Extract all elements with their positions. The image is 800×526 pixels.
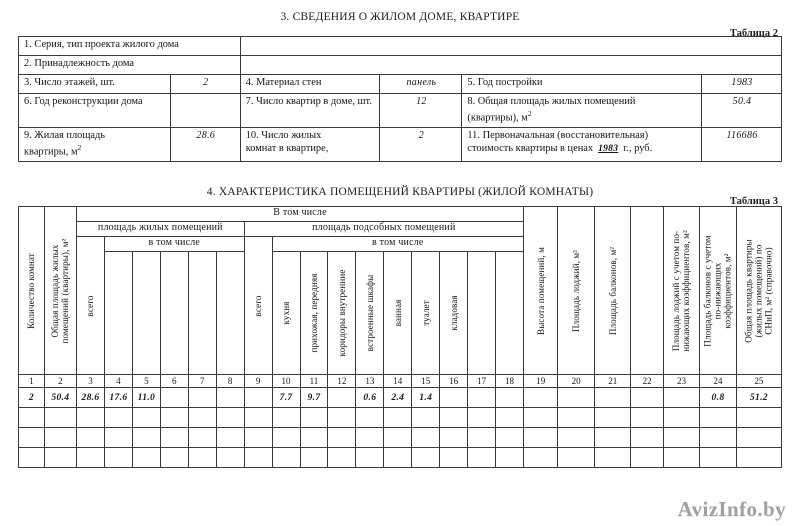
total-area-line2: (квартиры), $м^2$ bbox=[467, 108, 532, 124]
data-cell[interactable] bbox=[558, 388, 595, 408]
table-row bbox=[19, 56, 782, 75]
header-label-builtin-wardrobes: встроенные шкафы bbox=[364, 274, 375, 352]
column-number: 21 bbox=[594, 375, 631, 388]
data-cell[interactable]: 51.2 bbox=[736, 388, 781, 408]
column-number: 17 bbox=[468, 375, 496, 388]
row-label-series: 1. Серия, тип проекта жилого дома bbox=[19, 37, 241, 56]
rooms-count-line2: комнат в квартире, bbox=[245, 142, 329, 154]
row-label-rooms-count bbox=[240, 127, 380, 161]
header-label-pantry: кладовая bbox=[448, 295, 459, 331]
column-number: 2 bbox=[44, 375, 76, 388]
header-col-4 bbox=[104, 252, 132, 375]
header-col-5 bbox=[132, 252, 160, 375]
column-number: 13 bbox=[356, 375, 384, 388]
header-label-snip-total-area: Общая площадь квартиры (жилых помещений) по СНиП, м² (справочно) bbox=[743, 238, 774, 343]
table-row bbox=[19, 388, 782, 408]
column-number: 25 bbox=[736, 375, 781, 388]
column-number: 20 bbox=[558, 375, 595, 388]
data-cell-empty[interactable] bbox=[558, 408, 595, 428]
data-cell-empty[interactable] bbox=[440, 408, 468, 428]
row-label-initial-cost bbox=[462, 127, 702, 161]
data-cell[interactable]: 1.4 bbox=[412, 388, 440, 408]
data-cell-empty[interactable] bbox=[631, 428, 663, 448]
data-cell-empty[interactable] bbox=[188, 408, 216, 428]
group-header-utility-area: площадь подсобных помещений bbox=[244, 222, 523, 237]
data-cell[interactable]: 17.6 bbox=[104, 388, 132, 408]
data-cell[interactable] bbox=[468, 388, 496, 408]
data-cell-empty[interactable] bbox=[412, 428, 440, 448]
data-cell-empty[interactable] bbox=[132, 428, 160, 448]
data-cell[interactable] bbox=[524, 388, 558, 408]
header-col-24 bbox=[700, 207, 737, 375]
data-cell-empty[interactable] bbox=[328, 428, 356, 448]
table3-group-row-1 bbox=[19, 207, 782, 222]
data-cell-empty[interactable] bbox=[328, 408, 356, 428]
row-value-floors[interactable]: 2 bbox=[170, 75, 240, 94]
header-col-8 bbox=[216, 252, 244, 375]
data-cell-empty[interactable] bbox=[440, 448, 468, 468]
data-cell-empty[interactable] bbox=[440, 428, 468, 448]
header-label-toilet: туалет bbox=[420, 300, 431, 326]
data-cell-empty[interactable] bbox=[700, 448, 737, 468]
header-label-corridors: коридоры внутренние bbox=[336, 269, 347, 357]
data-cell-empty[interactable] bbox=[19, 428, 45, 448]
header-col-18 bbox=[496, 252, 524, 375]
data-cell[interactable]: 11.0 bbox=[132, 388, 160, 408]
header-label-bathroom: ванная bbox=[392, 299, 403, 327]
header-label-total-area: Общая площадь жилых помещений (квартиры), м² bbox=[50, 238, 71, 343]
row-label-reconstruction-year bbox=[19, 94, 171, 128]
data-cell-empty[interactable] bbox=[524, 408, 558, 428]
header-col-1 bbox=[19, 207, 45, 375]
header-label-kitchen: кухня bbox=[280, 301, 291, 325]
data-cell-empty[interactable] bbox=[44, 448, 76, 468]
row-value-living-area[interactable]: 28.6 bbox=[170, 127, 240, 161]
rooms-count-line1: 10. Число жилых bbox=[245, 129, 322, 141]
superscript-2: 2 bbox=[77, 142, 82, 152]
header-col-7 bbox=[188, 252, 216, 375]
data-cell-empty[interactable] bbox=[384, 448, 412, 468]
group-header-included-living: в том числе bbox=[104, 237, 244, 252]
column-number: 22 bbox=[631, 375, 663, 388]
data-cell-empty[interactable] bbox=[631, 448, 663, 468]
data-cell[interactable] bbox=[188, 388, 216, 408]
data-cell-empty[interactable] bbox=[272, 408, 300, 428]
total-area-line1: 8. Общая площадь жилых помещений bbox=[467, 96, 636, 107]
column-number: 24 bbox=[700, 375, 737, 388]
data-cell[interactable] bbox=[440, 388, 468, 408]
group-header-living-area: площадь жилых помещений bbox=[77, 222, 245, 237]
data-cell[interactable]: 7.7 bbox=[272, 388, 300, 408]
row-value-wall-material[interactable]: панель bbox=[380, 75, 462, 94]
watermark: AvizInfo.by bbox=[677, 497, 786, 521]
table-row-empty bbox=[19, 428, 782, 448]
data-cell-empty[interactable] bbox=[132, 448, 160, 468]
data-cell-empty[interactable] bbox=[736, 448, 781, 468]
row-value-apartments-count[interactable]: 12 bbox=[380, 94, 462, 128]
header-col-16 bbox=[440, 252, 468, 375]
data-cell-empty[interactable] bbox=[700, 408, 737, 428]
data-cell-empty[interactable] bbox=[468, 448, 496, 468]
table-row bbox=[19, 75, 782, 94]
data-cell-empty[interactable] bbox=[104, 428, 132, 448]
column-number: 1 bbox=[19, 375, 45, 388]
data-cell[interactable]: 28.6 bbox=[77, 388, 105, 408]
column-number: 15 bbox=[412, 375, 440, 388]
data-cell[interactable]: 50.4 bbox=[44, 388, 76, 408]
data-cell-empty[interactable] bbox=[468, 428, 496, 448]
superscript-2: 2 bbox=[527, 108, 532, 118]
data-cell-empty[interactable] bbox=[216, 428, 244, 448]
data-cell-empty[interactable] bbox=[104, 408, 132, 428]
data-cell-empty[interactable] bbox=[19, 448, 45, 468]
section-4-title: 4. ХАРАКТЕРИСТИКА ПОМЕЩЕНИЙ КВАРТИРЫ (ЖИЛОЙ КОМНАТЫ) bbox=[206, 186, 594, 198]
data-cell-empty[interactable] bbox=[244, 408, 272, 428]
data-cell-empty[interactable] bbox=[300, 428, 328, 448]
column-number: 19 bbox=[524, 375, 558, 388]
header-col-14 bbox=[384, 252, 412, 375]
header-label-loggia-area: Площадь лоджий, м² bbox=[571, 249, 582, 332]
data-cell-empty[interactable] bbox=[188, 428, 216, 448]
data-cell-empty[interactable] bbox=[496, 428, 524, 448]
data-cell-empty[interactable] bbox=[188, 448, 216, 468]
column-number: 16 bbox=[440, 375, 468, 388]
data-cell-empty[interactable] bbox=[558, 428, 595, 448]
row-label-apartments-count: 7. Число квартир в доме, шт. bbox=[240, 94, 380, 128]
data-cell[interactable] bbox=[328, 388, 356, 408]
data-cell-empty[interactable] bbox=[216, 408, 244, 428]
header-col-25 bbox=[736, 207, 781, 375]
header-label-ceiling-height: Высота помещений, м bbox=[535, 246, 546, 335]
header-col-19 bbox=[524, 207, 558, 375]
data-cell-empty[interactable] bbox=[300, 448, 328, 468]
data-cell-empty[interactable] bbox=[524, 428, 558, 448]
section-3-title: 3. СВЕДЕНИЯ О ЖИЛОМ ДОМЕ, КВАРТИРЕ bbox=[280, 11, 520, 23]
header-label-balcony-area: Площадь балконов, м² bbox=[607, 246, 618, 335]
data-cell-empty[interactable] bbox=[496, 408, 524, 428]
header-col-20 bbox=[558, 207, 595, 375]
header-label-utility-total: всего bbox=[253, 295, 264, 316]
row-value-total-area[interactable]: 50.4 bbox=[702, 94, 782, 128]
data-cell-empty[interactable] bbox=[160, 448, 188, 468]
data-cell-empty[interactable] bbox=[216, 448, 244, 468]
data-cell-empty[interactable] bbox=[77, 408, 105, 428]
data-cell-empty[interactable] bbox=[272, 428, 300, 448]
row-label-living-area bbox=[19, 127, 171, 161]
header-col-3 bbox=[77, 237, 105, 375]
row-label-ownership: 2. Принадлежность дома bbox=[19, 56, 241, 75]
table-premises-characteristics bbox=[18, 206, 782, 468]
data-cell-empty[interactable] bbox=[663, 408, 700, 428]
header-col-10 bbox=[272, 252, 300, 375]
data-cell-empty[interactable] bbox=[104, 448, 132, 468]
header-col-6 bbox=[160, 252, 188, 375]
header-col-11 bbox=[300, 252, 328, 375]
row-value-reconstruction-year[interactable] bbox=[170, 94, 240, 128]
row-label-year-built: 5. Год постройки bbox=[462, 75, 702, 94]
row-value-rooms-count[interactable]: 2 bbox=[380, 127, 462, 161]
data-cell-empty[interactable] bbox=[356, 448, 384, 468]
column-number: 14 bbox=[384, 375, 412, 388]
data-cell-empty[interactable] bbox=[44, 428, 76, 448]
data-cell-empty[interactable] bbox=[736, 428, 781, 448]
column-number: 11 bbox=[300, 375, 328, 388]
header-col-21 bbox=[594, 207, 631, 375]
header-label-loggia-coef-area: Площадь лоджий с учетом по-нижающих коэффициентов, м² bbox=[671, 229, 692, 352]
header-col-23 bbox=[663, 207, 700, 375]
column-number: 7 bbox=[188, 375, 216, 388]
column-number: 10 bbox=[272, 375, 300, 388]
data-cell-empty[interactable] bbox=[356, 428, 384, 448]
data-cell-empty[interactable] bbox=[300, 408, 328, 428]
column-number: 4 bbox=[104, 375, 132, 388]
row-label-wall-material: 4. Материал стен bbox=[240, 75, 380, 94]
data-cell-empty[interactable] bbox=[594, 408, 631, 428]
row-label-floors: 3. Число этажей, шт. bbox=[19, 75, 171, 94]
data-cell-empty[interactable] bbox=[132, 408, 160, 428]
data-cell-empty[interactable] bbox=[496, 448, 524, 468]
data-cell-empty[interactable] bbox=[594, 428, 631, 448]
data-cell[interactable]: 0.6 bbox=[356, 388, 384, 408]
data-cell-empty[interactable] bbox=[700, 428, 737, 448]
row-label-total-area bbox=[462, 94, 702, 128]
data-cell[interactable]: 2.4 bbox=[384, 388, 412, 408]
data-cell-empty[interactable] bbox=[77, 448, 105, 468]
data-cell[interactable] bbox=[594, 388, 631, 408]
header-col-12 bbox=[328, 252, 356, 375]
column-number: 5 bbox=[132, 375, 160, 388]
column-number: 9 bbox=[244, 375, 272, 388]
table-2-label: Таблица 2 bbox=[729, 28, 778, 39]
column-number: 23 bbox=[663, 375, 700, 388]
data-cell-empty[interactable] bbox=[244, 428, 272, 448]
data-cell-empty[interactable] bbox=[524, 448, 558, 468]
header-label-rooms-count: Количество комнат bbox=[26, 252, 37, 329]
data-cell[interactable] bbox=[244, 388, 272, 408]
table-row bbox=[19, 94, 782, 128]
table-row-empty bbox=[19, 448, 782, 468]
row-value-series[interactable] bbox=[240, 37, 781, 56]
row-value-ownership[interactable] bbox=[240, 56, 781, 75]
data-cell-empty[interactable] bbox=[328, 448, 356, 468]
reconstruction-year-text: 6. Год реконструкции дома bbox=[24, 96, 143, 107]
data-cell-empty[interactable] bbox=[468, 408, 496, 428]
data-cell-empty[interactable] bbox=[412, 408, 440, 428]
data-cell-empty[interactable] bbox=[77, 428, 105, 448]
data-cell-empty[interactable] bbox=[160, 428, 188, 448]
header-col-2 bbox=[44, 207, 76, 375]
column-number: 6 bbox=[160, 375, 188, 388]
data-cell-empty[interactable] bbox=[44, 408, 76, 428]
data-cell-empty[interactable] bbox=[736, 408, 781, 428]
table-row bbox=[19, 127, 782, 161]
data-cell-empty[interactable] bbox=[558, 448, 595, 468]
initial-cost-year-value[interactable]: 1983 bbox=[598, 143, 619, 154]
header-label-living-total: всего bbox=[85, 295, 96, 316]
living-area-line2: квартиры, $м^2$ bbox=[24, 142, 82, 157]
data-cell-empty[interactable] bbox=[594, 448, 631, 468]
table-3-label: Таблица 3 bbox=[729, 196, 778, 207]
data-cell[interactable] bbox=[160, 388, 188, 408]
data-cell-empty[interactable] bbox=[384, 428, 412, 448]
data-cell-empty[interactable] bbox=[663, 428, 700, 448]
header-col-17 bbox=[468, 252, 496, 375]
data-cell-empty[interactable] bbox=[19, 408, 45, 428]
data-cell-empty[interactable] bbox=[663, 448, 700, 468]
data-cell[interactable] bbox=[631, 388, 663, 408]
header-label-hallway: прихожая, передняя bbox=[308, 273, 319, 353]
data-cell[interactable]: 9.7 bbox=[300, 388, 328, 408]
column-number: 18 bbox=[496, 375, 524, 388]
header-label-balcony-coef-area: Площадь балконов с учетом по-нижающих коэффициентов, м² bbox=[702, 234, 734, 347]
table3-column-numbers-row bbox=[19, 375, 782, 388]
header-col-15 bbox=[412, 252, 440, 375]
data-cell-empty[interactable] bbox=[384, 408, 412, 428]
group-header-included-utility: в том числе bbox=[272, 237, 523, 252]
data-cell-empty[interactable] bbox=[631, 408, 663, 428]
row-value-year-built[interactable]: 1983 bbox=[702, 75, 782, 94]
table-row bbox=[19, 37, 782, 56]
table-row-empty bbox=[19, 408, 782, 428]
data-cell-empty[interactable] bbox=[356, 408, 384, 428]
column-number: 8 bbox=[216, 375, 244, 388]
data-cell-empty[interactable] bbox=[272, 448, 300, 468]
table-dwelling-info bbox=[18, 36, 782, 162]
living-area-line1: 9. Жилая площадь bbox=[24, 129, 106, 141]
data-cell[interactable] bbox=[663, 388, 700, 408]
header-col-22 bbox=[631, 207, 663, 375]
data-cell-empty[interactable] bbox=[412, 448, 440, 468]
data-cell[interactable] bbox=[216, 388, 244, 408]
header-col-9 bbox=[244, 237, 272, 375]
data-cell[interactable] bbox=[496, 388, 524, 408]
data-cell-empty[interactable] bbox=[244, 448, 272, 468]
data-cell[interactable]: 2 bbox=[19, 388, 45, 408]
data-cell[interactable]: 0.8 bbox=[700, 388, 737, 408]
column-number: 3 bbox=[77, 375, 105, 388]
column-number: 12 bbox=[328, 375, 356, 388]
initial-cost-line1: 11. Первоначальная (восстановительная) bbox=[467, 129, 649, 141]
group-header-included: В том числе bbox=[77, 207, 524, 222]
data-cell-empty[interactable] bbox=[160, 408, 188, 428]
header-col-13 bbox=[356, 252, 384, 375]
initial-cost-line2: стоимость квартиры в ценах 1983 г., руб. bbox=[467, 142, 653, 154]
row-value-initial-cost[interactable]: 116686 bbox=[702, 127, 782, 161]
